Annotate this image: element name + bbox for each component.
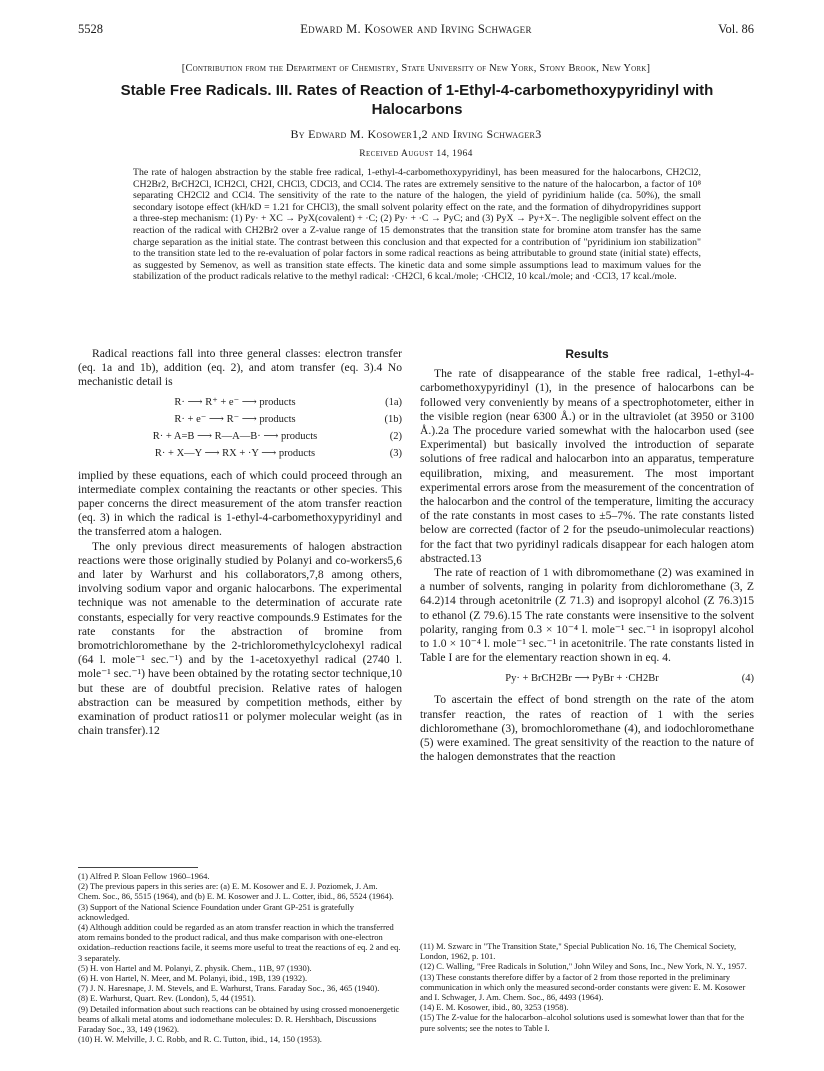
equation-number: (3) [389, 448, 402, 459]
abstract-text: The rate of halogen abstraction by the stable free radical, 1-ethyl-4-carbomethoxypyridinyl, has been measured for the halocarbons, CH2Cl2, CH2Br2, BrCH2Cl, ICH2Cl, CH2I, CHCl3, CDCl3, and CCl4. The rates are extremely sensitive to the nature of the halocarbon, a factor of 10⁸ separating CH2Cl2 and CCl4. The sensitivity of the rate to the nature of the halogen, the yield of pyridinium halide (ca. 50%), the small secondary isotope effect (kH/kD = 1.21 for CHCl3), the small solvent polarity effect on the rate, and the formation of dihydropyridines support a three-step mechanism: (1) Py· + XC → PyX(covalent) + ·C; (2) Py· + ·C → PyC; and (3) PyX → Py+X−. The negligible solvent effect on the reaction of the radical with CH2Br2 over a Z-value range of 15 demonstrates that the transition state for bromine atom transfer has the same charge separation as the initial state. The contrast between this conclusion and that expected for a contribution of "pyridinium ion stabilization" to the transition state led to the re-evaluation of polar factors in some radical reactions as being attributable to ground state (initial state) effects, as suggested by Semenov, as well as transition state effects. The kinetic data and some simple assumptions lead to maximum values for the stabilization of the product radicals relative to the methyl radical: ·CH2Cl, 6 kcal./mole; ·CHCl2, 10 kcal./mole; and ·CCl3, 17 kcal./mole. [133, 167, 701, 283]
footnote: (2) The previous papers in this series are: (a) E. M. Kosower and E. J. Poziomek, J. Am. Chem. Soc., 86, 5515 (1964), and (b) E. M. Kosower and J. L. Cotter, ibid., 86, 5524 (1964). [78, 881, 394, 902]
equation-number: (2) [389, 431, 402, 442]
footnote-rule [78, 867, 198, 868]
equation: Py· + BrCH2Br ⟶ PyBr + ·CH2Br [505, 672, 659, 684]
equation-row [78, 429, 402, 446]
equation-row [78, 446, 402, 463]
paragraph: The only previous direct measurements of halogen abstraction reactions were those originally studied by Polanyi and co-workers5,6 and later by Warhurst and his collaborators,7,8 among others, involving sodium vapor and organic halocarbons. The experimental technique was not amenable to the determination of accurate rate constants, especially for very reactive compounds.9 Estimates for the rate constants for the abstraction of bromine from bromotrichloromethane by the 2-trichloromethylcyclohexyl radical (64 l. mole⁻¹ sec.⁻¹) and by the 1-acetoxyethyl radical (2740 l. mole⁻¹ sec.⁻¹) have been obtained by the rotating sector technique,10 but these are of doubtful precision. Relative rates of halogen abstraction can be measured by competition methods, either by examination of product ratios11 or polymer molecular weight (as in chain transfer).12 [78, 539, 402, 738]
footnote: (9) Detailed information about such reactions can be obtained by using crossed monoenergetic beams of alkali metal atoms and iodomethane molecules: D. R. Hershbach, Discussions Faraday Soc., 33, 149 (1962). [78, 1003, 400, 1035]
footnotes-right [420, 941, 754, 1033]
equation-row [420, 670, 754, 687]
section-heading-results: Results [565, 347, 609, 361]
abstract [133, 167, 701, 283]
equation: R· ⟶ R⁺ + e⁻ ⟶ products [174, 397, 296, 408]
equation-row [78, 412, 402, 429]
paper-title: Stable Free Radicals. III. Rates of Reaction of 1-Ethyl-4-carbomethoxypyridinyl with Halocarbons [120, 82, 714, 118]
left-column [78, 347, 402, 738]
equation: R· + A=B ⟶ R—A—B· ⟶ products [152, 431, 318, 442]
running-header [78, 22, 754, 40]
equation: R· + X—Y ⟶ RX + ·Y ⟶ products [154, 448, 316, 459]
paragraph: To ascertain the effect of bond strength on the rate of the atom transfer reaction, the rates of reaction of 1 with the series dichloromethane (3), bromochloromethane (4), and iodochloromethane (5) were examined. The great sensitivity of the reaction to the nature of the halogen demonstrates that the reaction [420, 693, 754, 764]
footnote: (10) H. W. Melville, J. C. Robb, and R. C. Tutton, ibid., 14, 150 (1953). [78, 1034, 322, 1045]
equation: R· + e⁻ ⟶ R⁻ ⟶ products [174, 414, 296, 425]
contribution-line: [Contribution from the Department of Chemistry, State University of New York, Stony Brook, New York] [181, 63, 651, 74]
paragraph: Radical reactions fall into three general classes: electron transfer (eq. 1a and 1b), addition (eq. 2), and atom transfer (eq. 3).4 No mechanistic detail is [78, 347, 402, 389]
right-column [420, 347, 754, 764]
footnote: (14) E. M. Kosower, ibid., 80, 3253 (1958). [420, 1002, 569, 1013]
equation-number: (1b) [384, 414, 402, 425]
equation-block [78, 395, 402, 463]
paragraph: The rate of disappearance of the stable free radical, 1-ethyl-4-carbomethoxypyridinyl (1), in the presence of halocarbons can be followed very conveniently by means of a spectrophotometer, either in the visible region (near 6300 Å.) or in the ultraviolet (at 3950 or 3100 Å.).2a The procedure varied somewhat with the halocarbon used (see Experimental) but basically involved the introduction of separate solutions of free radical and halocarbon into an apparatus, temperature equilibration, mixing, and measurement. The most important experimental errors arose from the measurement of the concentration of the halocarbon and the control of the temperature, limiting the accuracy of the rate constants in most cases to ±5–7%. The rate constants listed below are corrected (factor of 2 for the pseudo-unimolecular reactions) for the fact that two pyridinyl radicals disappear for each halogen atom abstracted.13 [420, 367, 754, 565]
footnote: (4) Although addition could be regarded as an atom transfer reaction in which the transferred atom remains bonded to the product radical, and thus make comparison with one-electron oxidation–reduction reactions facile, it seems more useful to treat the reactions of eq. 2 and eq. 3 separately. [78, 922, 401, 963]
footnote: (11) M. Szwarc in "The Transition State," Special Publication No. 16, The Chemical Society, London, 1962, p. 101. [420, 941, 737, 962]
equation-number: (4) [741, 672, 754, 684]
footnote: (13) These constants therefore differ by a factor of 2 from those reported in the preliminary communication in which only the measured second-order constants were given: E. M. Kosower and I. Schwager, J. Am. Chem. Soc., 86, 4493 (1964). [420, 971, 746, 1003]
paragraph: implied by these equations, each of which could proceed through an intermediate complex containing the reactants or other species. This paper concerns the direct measurement of the atom transfer reaction (eq. 3) in which the radical is 1-ethyl-4-carbomethoxypyridinyl and the transferred atom a halogen. [78, 468, 402, 539]
footnote: (7) J. N. Haresnape, J. M. Stevels, and E. Warhurst, Trans. Faraday Soc., 36, 465 (1940). [78, 983, 380, 994]
footnote: (15) The Z-value for the halocarbon–alcohol solutions used is somewhat lower than that for the pure solvents; see the notes to Table I. [420, 1012, 745, 1033]
footnote: (8) E. Warhurst, Quart. Rev. (London), 5, 44 (1951). [78, 993, 256, 1004]
page-number: 5528 [78, 22, 103, 36]
equation-number: (1a) [385, 397, 402, 408]
equation-row [78, 395, 402, 412]
footnote: (12) C. Walling, "Free Radicals in Solution," John Wiley and Sons, Inc., New York, N. Y., 1957. [420, 961, 747, 972]
footnote: (6) H. von Hartel, N. Meer, and M. Polanyi, ibid., 19B, 139 (1932). [78, 973, 308, 984]
footnotes-left [78, 871, 402, 1044]
footnote: (1) Alfred P. Sloan Fellow 1960–1964. [78, 871, 210, 881]
footnote: (3) Support of the National Science Foundation under Grant GP-251 is gratefully acknowledged. [78, 901, 354, 922]
volume-label: Vol. 86 [718, 22, 754, 36]
running-title: Edward M. Kosower and Irving Schwager [300, 22, 532, 36]
equation-block [420, 670, 754, 687]
author-line: By Edward M. Kosower1,2 and Irving Schwager3 [290, 127, 542, 141]
received-date: Received August 14, 1964 [359, 149, 473, 159]
paragraph: The rate of reaction of 1 with dibromomethane (2) was examined in a number of solvents, ranging in polarity from dichloromethane (3, Z 64.2)14 through acetonitrile (Z 71.3) and isopropyl alcohol (Z 76.3)15 to ethanol (Z 79.6).15 The rate constants were insensitive to the solvent polarity, ranging from 0.3 × 10⁻⁴ l. mole⁻¹ sec.⁻¹ in isopropyl alcohol to 1.0 × 10⁻⁴ l. mole⁻¹ sec.⁻¹ in acetonitrile. The rate constants listed in Table I are for the elementary reaction shown in eq. 4. [420, 566, 754, 665]
footnote: (5) H. von Hartel and M. Polanyi, Z. physik. Chem., 11B, 97 (1930). [78, 962, 312, 973]
